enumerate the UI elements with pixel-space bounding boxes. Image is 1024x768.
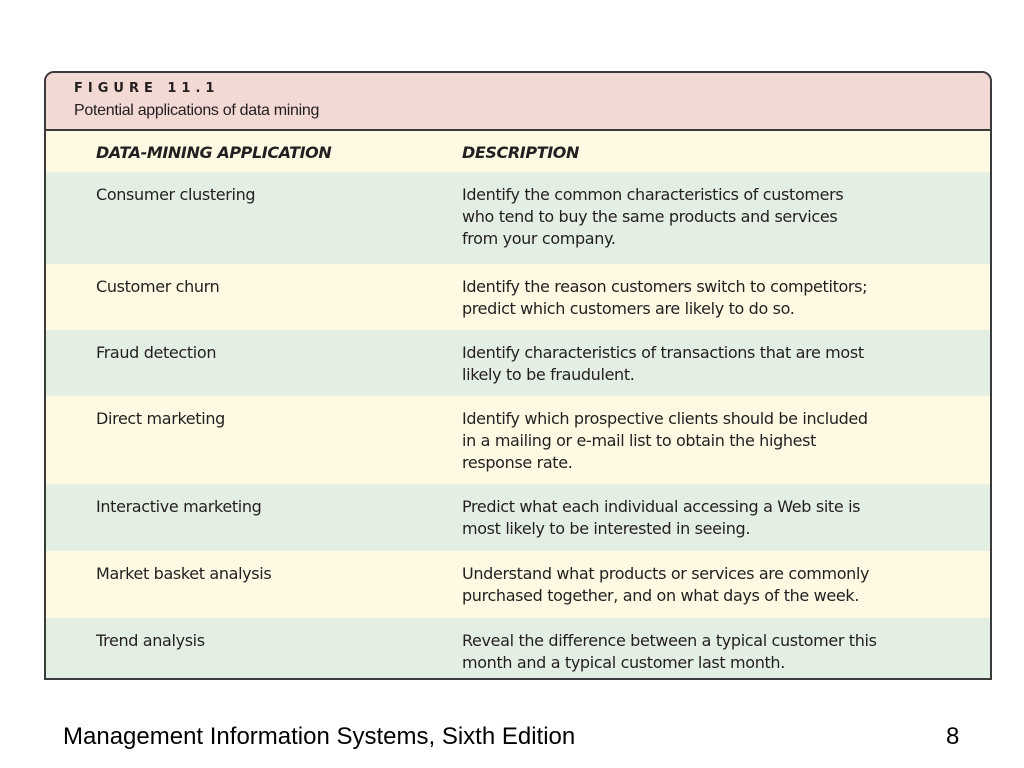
description-cell: Understand what products or services are commonly purchased together, and on what days of the week. <box>462 564 870 605</box>
table-row <box>46 172 990 264</box>
column-header-application: DATA-MINING APPLICATION <box>96 143 332 162</box>
table-row <box>46 618 990 680</box>
table-row <box>46 484 990 551</box>
table-row <box>46 330 990 396</box>
figure-table <box>44 71 992 680</box>
description-cell: Identify characteristics of transactions that are most likely to be fraudulent. <box>462 343 864 384</box>
description-cell: Identify the common characteristics of customers who tend to buy the same products and services from your company. <box>462 185 844 248</box>
application-cell: Customer churn <box>96 277 220 296</box>
column-header-description: DESCRIPTION <box>462 143 579 162</box>
description-cell: Identify the reason customers switch to competitors; predict which customers are likely to do so. <box>462 277 868 318</box>
application-cell: Trend analysis <box>96 631 205 650</box>
table-row <box>46 551 990 618</box>
table-row <box>46 396 990 484</box>
application-cell: Market basket analysis <box>96 564 272 583</box>
application-cell: Consumer clustering <box>96 185 256 204</box>
description-cell: Predict what each individual accessing a Web site is most likely to be interested in seeing. <box>462 497 861 538</box>
description-cell: Reveal the difference between a typical customer this month and a typical customer last month. <box>462 631 877 672</box>
page-number: 8 <box>946 723 960 750</box>
table-row <box>46 264 990 330</box>
footer-title: Management Information Systems, Sixth Edition <box>63 723 576 750</box>
application-cell: Direct marketing <box>96 409 225 428</box>
figure-header <box>46 73 990 131</box>
application-cell: Fraud detection <box>96 343 217 362</box>
figure-label: FIGURE 11.1 <box>74 81 220 96</box>
description-cell: Identify which prospective clients should be included in a mailing or e-mail list to obtain the highest response rate. <box>462 409 868 472</box>
figure-caption: Potential applications of data mining <box>74 102 320 119</box>
application-cell: Interactive marketing <box>96 497 262 516</box>
